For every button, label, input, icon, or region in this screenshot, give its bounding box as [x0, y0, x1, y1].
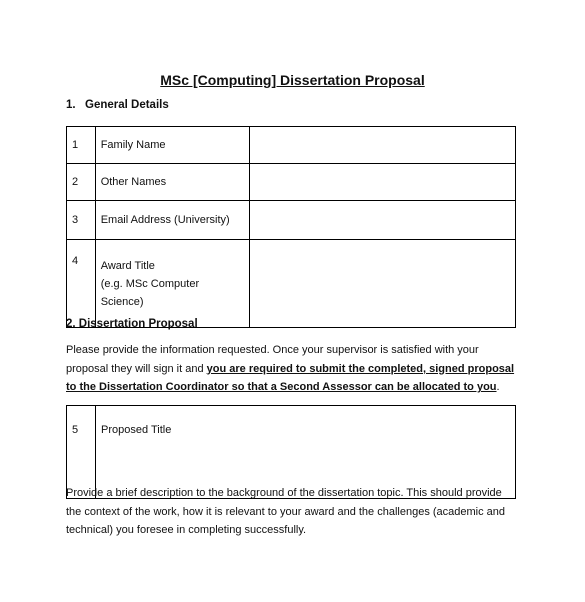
table-row — [67, 127, 516, 164]
field-label-family-name: Family Name — [95, 127, 249, 164]
section-heading-general-details — [66, 99, 169, 111]
field-label-email: Email Address (University) — [95, 201, 249, 240]
field-label-proposed-title: Proposed Title — [101, 424, 172, 436]
instructions-paragraph — [66, 341, 516, 397]
row-number: 1 — [67, 127, 96, 164]
document-title: MSc [Computing] Dissertation Proposal — [160, 72, 425, 88]
field-label-award-title — [95, 240, 249, 328]
section-title: General Details — [85, 99, 169, 111]
email-field[interactable] — [249, 201, 515, 240]
section-heading-dissertation-proposal: 2. Dissertation Proposal — [66, 318, 198, 330]
description-paragraph: Provide a brief description to the background of the dissertation topic. This should provide the context of the work, how it is relevant to your award and the challenges (academic and technical) you foresee in completing successfully. — [66, 487, 506, 536]
emphasized-instruction: you are required to submit the completed, signed proposal to the Dissertation Coordinator so that a Second Assessor can be allocated to you — [66, 362, 515, 393]
field-label-other-names: Other Names — [95, 164, 249, 201]
label-line: Science) — [100, 295, 144, 308]
row-number: 5 — [67, 406, 96, 499]
label-line: Award Title — [100, 259, 155, 272]
table-row — [67, 164, 516, 201]
row-number: 4 — [67, 240, 96, 328]
section-number: 1. — [66, 99, 76, 111]
family-name-field[interactable] — [249, 127, 515, 164]
row-number: 3 — [67, 201, 96, 240]
general-details-table — [66, 126, 516, 328]
other-names-field[interactable] — [249, 164, 515, 201]
row-number: 2 — [67, 164, 96, 201]
paragraph-end: . — [496, 381, 500, 393]
table-row — [67, 240, 516, 328]
award-title-field[interactable] — [249, 240, 515, 328]
label-line: (e.g. MSc Computer — [100, 277, 200, 290]
paragraph-text: Please provide the information requested. Once your supervisor is satisfied with your proposal they will sign it and — [66, 344, 479, 375]
table-row — [67, 201, 516, 240]
